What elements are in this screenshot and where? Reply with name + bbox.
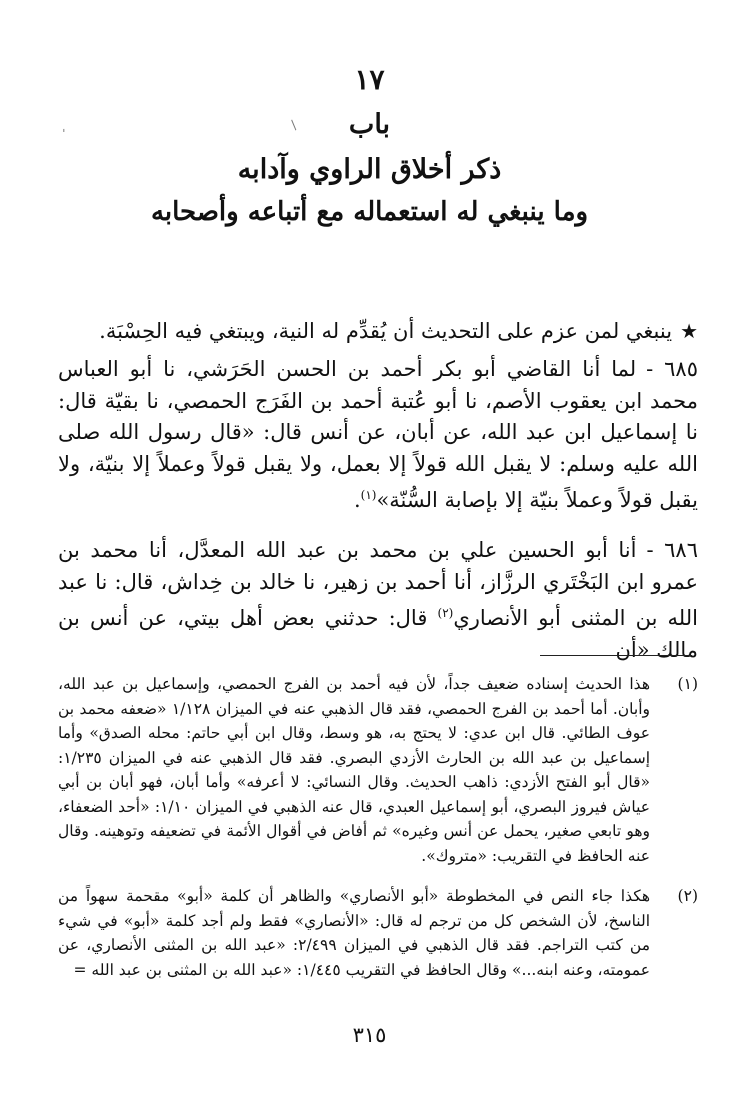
hadith-text-part-a: أنا أبو الحسين علي بن محمد بن عبد الله المعدَّل، أنا محمد بن عمرو ابن البَخْتَري الرزَّاز، أنا أحمد بن زهير، نا خالد بن خِداش، قال: نا عبد الله بن المثنى أبو الأنصاري	[58, 538, 698, 630]
hadith-text-part-b: قال: حدثني بعض أهل بيتي، عن أنس بن مالك «أن	[58, 606, 698, 662]
chapter-number: ١٧	[354, 63, 385, 96]
chapter-title-line-1: ذكر أخلاق الراوي وآدابه	[237, 154, 502, 185]
hadith-number: ٦٨٦ -	[646, 538, 698, 562]
footnote-marker: (٢)	[677, 887, 698, 905]
hadith-text: لما أنا القاضي أبو بكر أحمد بن الحسن الحَرَشي، نا أبو العباس محمد ابن يعقوب الأصم، نا أبو عُتبة أحمد بن الفَرَج الحمصي، نا بقيّة قال: نا إسماعيل ابن عبد الله، عن أبان، عن أنس قال: «قال رسول الله صلى الله عليه وسلم: لا يقبل الله قولاً إلا بعمل، ولا يقبل قولاً وعملاً إلا بنيّة، ولا يقبل قولاً وعملاً بنيّة إلا بإصابة السُّنّة»	[58, 357, 698, 512]
footnote-reference[interactable]: (١)	[360, 488, 377, 502]
footnote-divider	[540, 655, 692, 656]
chapter-label: باب	[348, 109, 391, 140]
intro-paragraph	[58, 316, 698, 348]
intro-text: ينبغي لمن عزم على التحديث أن يُقدِّم له النية، ويبتغي فيه الحِسْبَة.	[99, 319, 673, 343]
pencil-mark: /	[287, 118, 301, 133]
footnote-text: هكذا جاء النص في المخطوطة «أبو الأنصاري» والظاهر أن كلمة «أبو» مقحمة سهواً من الناسخ، لأن الشخص كل من ترجم له قال: «الأنصاري» فقط ولم أجد كلمة «أبو» في شيء من كتب التراجم. فقد قال الذهبي في الميزان ٢/٤٩٩: «عبد الله بن المثنى الأنصاري، عن عمومته، وعنه ابنه...» وقال الحافظ في التقريب ١/٤٤٥: «عبد الله بن المثنى بن عبد الله =	[58, 887, 650, 979]
hadith-number: ٦٨٥ -	[646, 357, 698, 381]
footnote-reference[interactable]: (٢)	[437, 606, 454, 620]
footnote-text: هذا الحديث إسناده ضعيف جداً، لأن فيه أحمد بن الفرج الحمصي، وإسماعيل بن عبد الله، وأبان. أما أحمد بن الفرج الحمصي، فقد قال الذهبي عنه في الميزان ١/١٢٨ «ضعفه محمد بن عوف الطائي. قال ابن عدي: لا يحتج به، هو وسط، وقال ابن أبي حاتم: محله الصدق» وأما إسماعيل بن عبد الله بن الحارث الأزدي البصري. فقد قال الذهبي عنه في الميزان ١/٢٣٥: «قال أبو الفتح الأزدي: ذاهب الحديث. وقال النسائي: لا أعرفه» وأما أبان، فهو أبان بن أبي عياش فيروز البصري، أبو إسماعيل العبدي، قال عنه الذهبي في الميزان ١/١٠: «أحد الضعفاء، وهو تابعي صغير، يحمل عن أنس وغيره» ثم أفاض في أقوال الأئمة في تضعيفه وتوهينه. وقال عنه الحافظ في التقريب: «متروك».	[58, 675, 651, 865]
page-number: ٣١٥	[352, 1023, 387, 1047]
footnote-1	[58, 672, 698, 868]
footnote-2	[58, 884, 698, 982]
margin-mark: ˈ	[62, 128, 66, 143]
star-icon: ★	[680, 319, 698, 343]
footnote-marker: (١)	[677, 675, 698, 693]
chapter-title-line-2: وما ينبغي له استعماله مع أتباعه وأصحابه	[150, 197, 589, 227]
hadith-685-paragraph: ٦٨٥ -لما أنا القاضي أبو بكر أحمد بن الحسن الحَرَشي، نا أبو العباس محمد ابن يعقوب الأصم، نا أبو عُتبة أحمد بن الفَرَج الحمصي، نا بقيّة قال: نا إسماعيل ابن عبد الله، عن أبان، عن أنس قال: «قال رسول الله صلى الله عليه وسلم: لا يقبل الله قولاً إلا بعمل، ولا يقبل قولاً وعملاً إلا بنيّة، ولا يقبل قولاً وعملاً بنيّة إلا بإصابة السُّنّة»$^{(١)}$.	[58, 357, 698, 512]
hadith-686-paragraph	[58, 535, 698, 666]
